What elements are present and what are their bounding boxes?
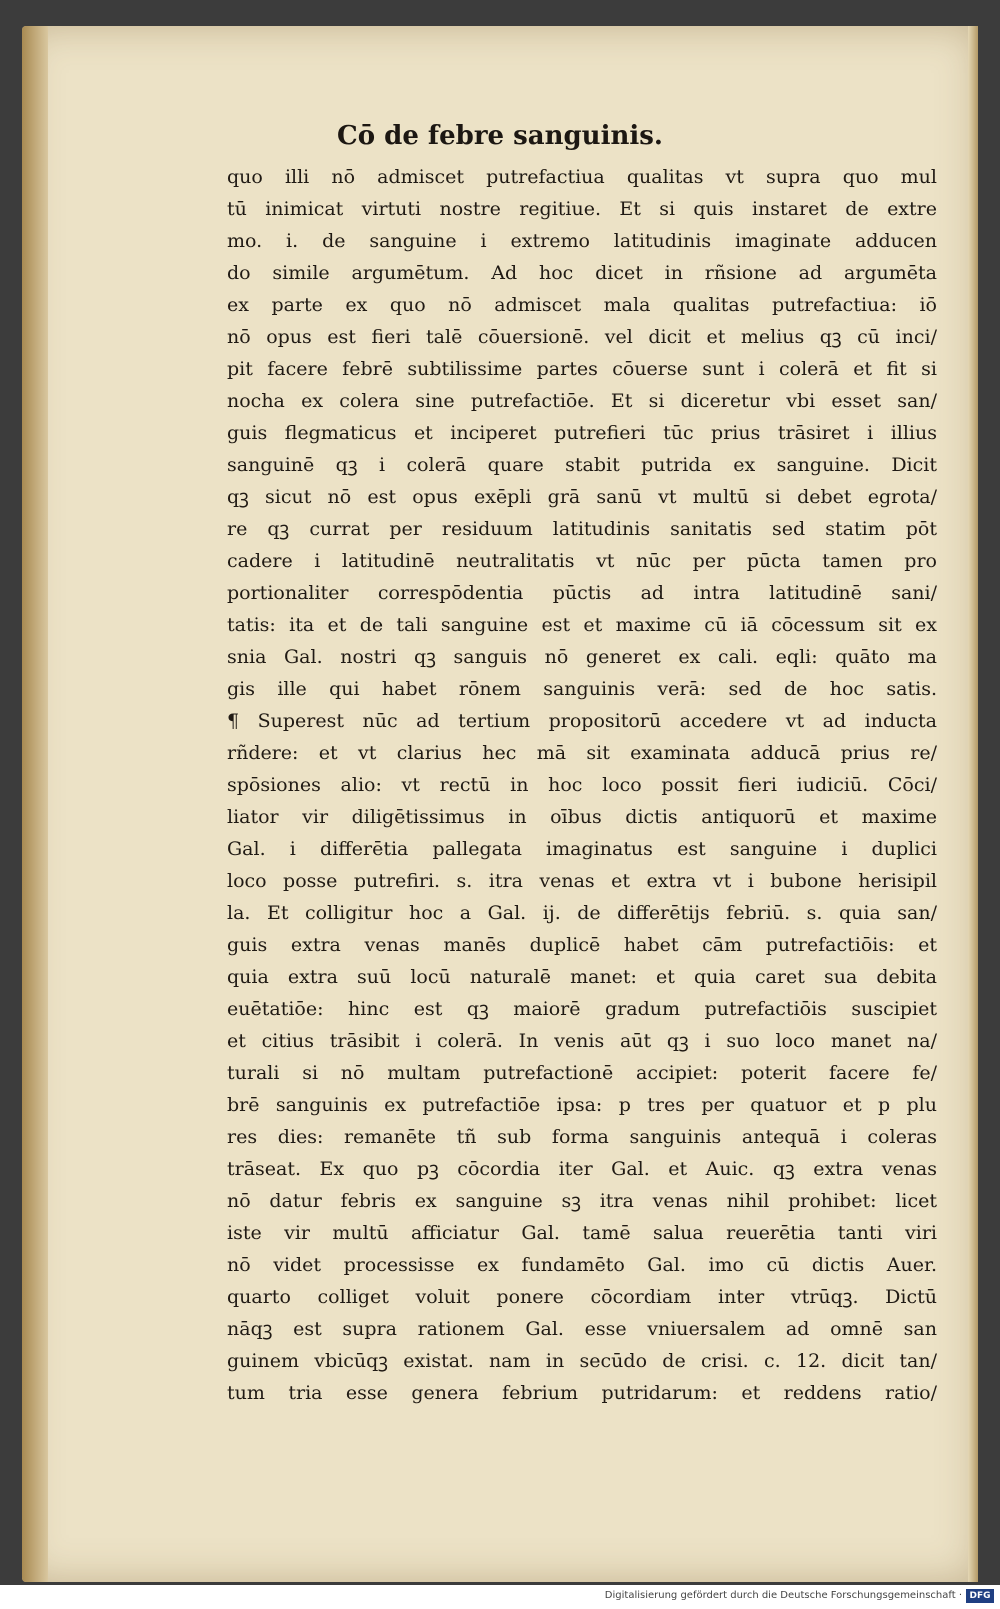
funding-credit: Digitalisierung gefördert durch die Deutsche Forschungsgemeinschaft ·	[604, 1590, 962, 1601]
running-head: Cō de febre sanguinis.	[337, 121, 663, 151]
text-line: quo illi nō admiscet putrefactiua qualitas vt supra quo mul	[227, 166, 937, 188]
text-line: quia extra suū locū naturalē manet: et quia caret sua debita	[227, 966, 937, 988]
text-line: snia Gal. nostri qꝫ sanguis nō generet ex cali. eqli: quāto ma	[227, 646, 937, 668]
text-line: nō opus est fieri talē cōuersionē. vel dicit et melius qꝫ cū inci/	[227, 326, 937, 348]
text-line: euētatiōe: hinc est qꝫ maiorē gradum putrefactiōis suscipiet	[227, 998, 937, 1020]
text-line: turali si nō multam putrefactionē accipiet: poterit facere fe/	[227, 1062, 937, 1084]
book-page	[22, 26, 978, 1582]
text-line: loco posse putrefiri. s. itra venas et extra vt i bubone herisipil	[227, 870, 937, 892]
text-line: guinem vbicūqꝫ existat. nam in secūdo de crisi. c. 12. dicit tan/	[227, 1350, 937, 1372]
text-line: ex parte ex quo nō admiscet mala qualitas putrefactiua: iō	[227, 294, 937, 316]
text-line: ¶ Superest nūc ad tertium propositorū accedere vt ad inducta	[227, 710, 937, 732]
text-line: et citius trāsibit i colerā. In venis aūt qꝫ i suo loco manet na/	[227, 1030, 937, 1052]
text-line: tatis: ita et de tali sanguine est et maxime cū iā cōcessum sit ex	[227, 614, 937, 636]
text-line: trāseat. Ex quo pꝫ cōcordia iter Gal. et Auic. qꝫ extra venas	[227, 1158, 937, 1180]
text-line: la. Et colligitur hoc a Gal. ij. de differētijs febriū. s. quia san/	[227, 902, 937, 924]
text-block	[227, 161, 937, 1409]
text-line: rñdere: et vt clarius hec mā sit examinata adducā prius re/	[227, 742, 937, 764]
text-line: qꝫ sicut nō est opus exēpli grā sanū vt multū si debet egrota/	[227, 486, 937, 508]
text-line: nō videt processisse ex fundamēto Gal. imo cū dictis Auer.	[227, 1254, 937, 1276]
text-line: sanguinē qꝫ i colerā quare stabit putrida ex sanguine. Dicit	[227, 454, 937, 476]
footer-bar	[0, 1585, 1000, 1609]
text-line: tū inimicat virtuti nostre regitiue. Et si quis instaret de extre	[227, 198, 937, 220]
text-line: res dies: remanēte tñ sub forma sanguinis antequā i coleras	[227, 1126, 937, 1148]
text-line: mo. i. de sanguine i extremo latitudinis imaginate adducen	[227, 230, 937, 252]
text-line: pit facere febrē subtilissime partes cōuerse sunt i colerā et fit si	[227, 358, 937, 380]
text-line: nō datur febris ex sanguine sꝫ itra venas nihil prohibet: licet	[227, 1190, 937, 1212]
text-line: cadere i latitudinē neutralitatis vt nūc per pūcta tamen pro	[227, 550, 937, 572]
text-line: liator vir diligētissimus in oībus dictis antiquorū et maxime	[227, 806, 937, 828]
text-line: iste vir multū afficiatur Gal. tamē salua reuerētia tanti viri	[227, 1222, 937, 1244]
text-line: brē sanguinis ex putrefactiōe ipsa: p tres per quatuor et p plu	[227, 1094, 937, 1116]
text-line: gis ille qui habet rōnem sanguinis verā: sed de hoc satis.	[227, 678, 937, 700]
text-line: nāqꝫ est supra rationem Gal. esse vniuersalem ad omnē san	[227, 1318, 937, 1340]
text-line: do simile argumētum. Ad hoc dicet in rñsione ad argumēta	[227, 262, 937, 284]
text-line: tum tria esse genera febrium putridarum: et reddens ratio/	[227, 1382, 937, 1404]
dfg-logo: DFG	[966, 1589, 994, 1603]
text-line: quarto colliget voluit ponere cōcordiam inter vtrūqꝫ. Dictū	[227, 1286, 937, 1308]
page-binding-edge	[22, 26, 48, 1582]
text-line: Gal. i differētia pallegata imaginatus est sanguine i duplici	[227, 838, 937, 860]
text-line: spōsiones alio: vt rectū in hoc loco possit fieri iudiciū. Cōci/	[227, 774, 937, 796]
text-line: guis extra venas manēs duplicē habet cām putrefactiōis: et	[227, 934, 937, 956]
page-outer-edge	[968, 26, 978, 1582]
text-line: guis flegmaticus et inciperet putrefieri tūc prius trāsiret i illius	[227, 422, 937, 444]
text-line: portionaliter correspōdentia pūctis ad intra latitudinē sani/	[227, 582, 937, 604]
text-line: re qꝫ currat per residuum latitudinis sanitatis sed statim pōt	[227, 518, 937, 540]
text-line: nocha ex colera sine putrefactiōe. Et si diceretur vbi esset san/	[227, 390, 937, 412]
